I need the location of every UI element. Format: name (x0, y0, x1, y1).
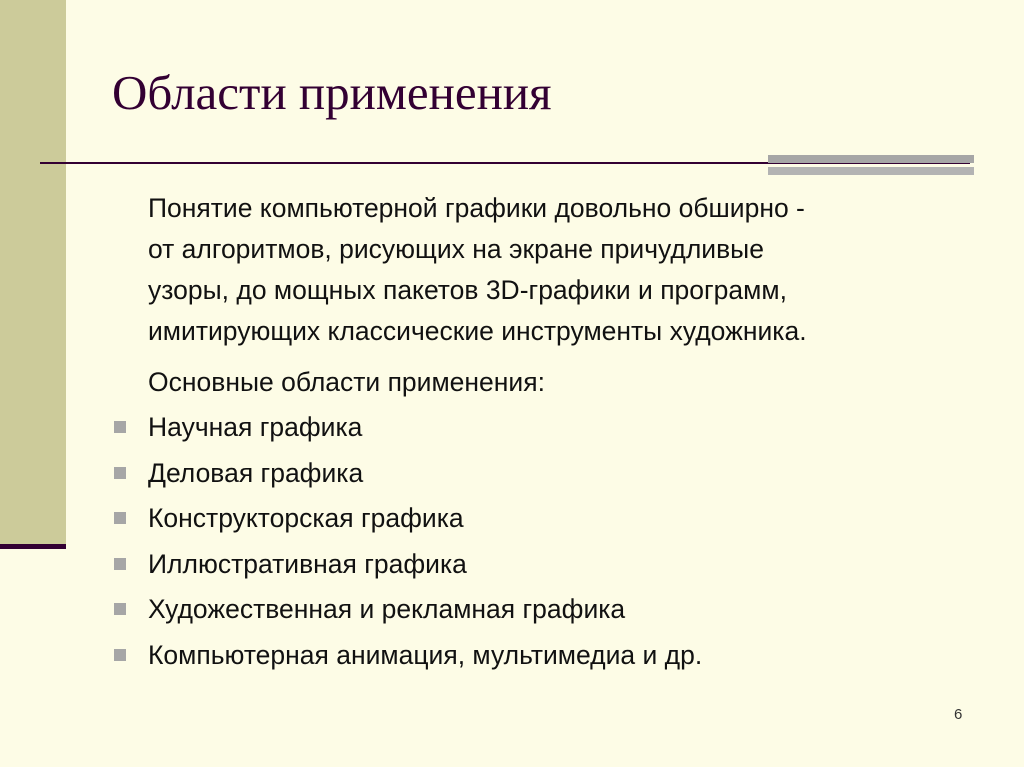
title-accent-bar (768, 155, 974, 179)
bullet-text: Деловая графика (148, 457, 364, 488)
intro-line: имитирующих классические инструменты художника. (148, 316, 807, 346)
bullet-list (0, 405, 1024, 678)
bullets-lead: Основные области применения: (148, 367, 545, 397)
slide-title: Области применения (112, 65, 552, 120)
square-bullet-icon (114, 558, 126, 570)
square-bullet-icon (114, 649, 126, 661)
page-number: 6 (954, 706, 963, 723)
list-item (0, 405, 1024, 451)
list-item (0, 633, 1024, 679)
title-accent-stripe (768, 167, 974, 175)
bullet-text: Научная графика (148, 412, 363, 442)
square-bullet-icon (114, 603, 126, 615)
square-bullet-icon (114, 421, 126, 433)
list-item (0, 542, 1024, 588)
title-accent-stripe (768, 155, 974, 163)
intro-line: узоры, до мощных пакетов 3D-графики и программ, (148, 275, 787, 305)
list-item (0, 451, 1024, 497)
bullet-text: Компьютерная анимация, мультимедиа и др. (148, 639, 703, 670)
bullet-text: Конструкторская графика (148, 503, 464, 533)
list-item (0, 496, 1024, 542)
square-bullet-icon (114, 467, 126, 479)
intro-paragraph (148, 188, 948, 352)
intro-line: Понятие компьютерной графики довольно обширно - (148, 193, 805, 223)
bullet-text: Художественная и рекламная графика (148, 594, 626, 624)
intro-line: от алгоритмов, рисующих на экране причудливые (148, 234, 764, 264)
list-item (0, 587, 1024, 633)
square-bullet-icon (114, 512, 126, 524)
bullet-text: Иллюстративная графика (148, 548, 467, 579)
